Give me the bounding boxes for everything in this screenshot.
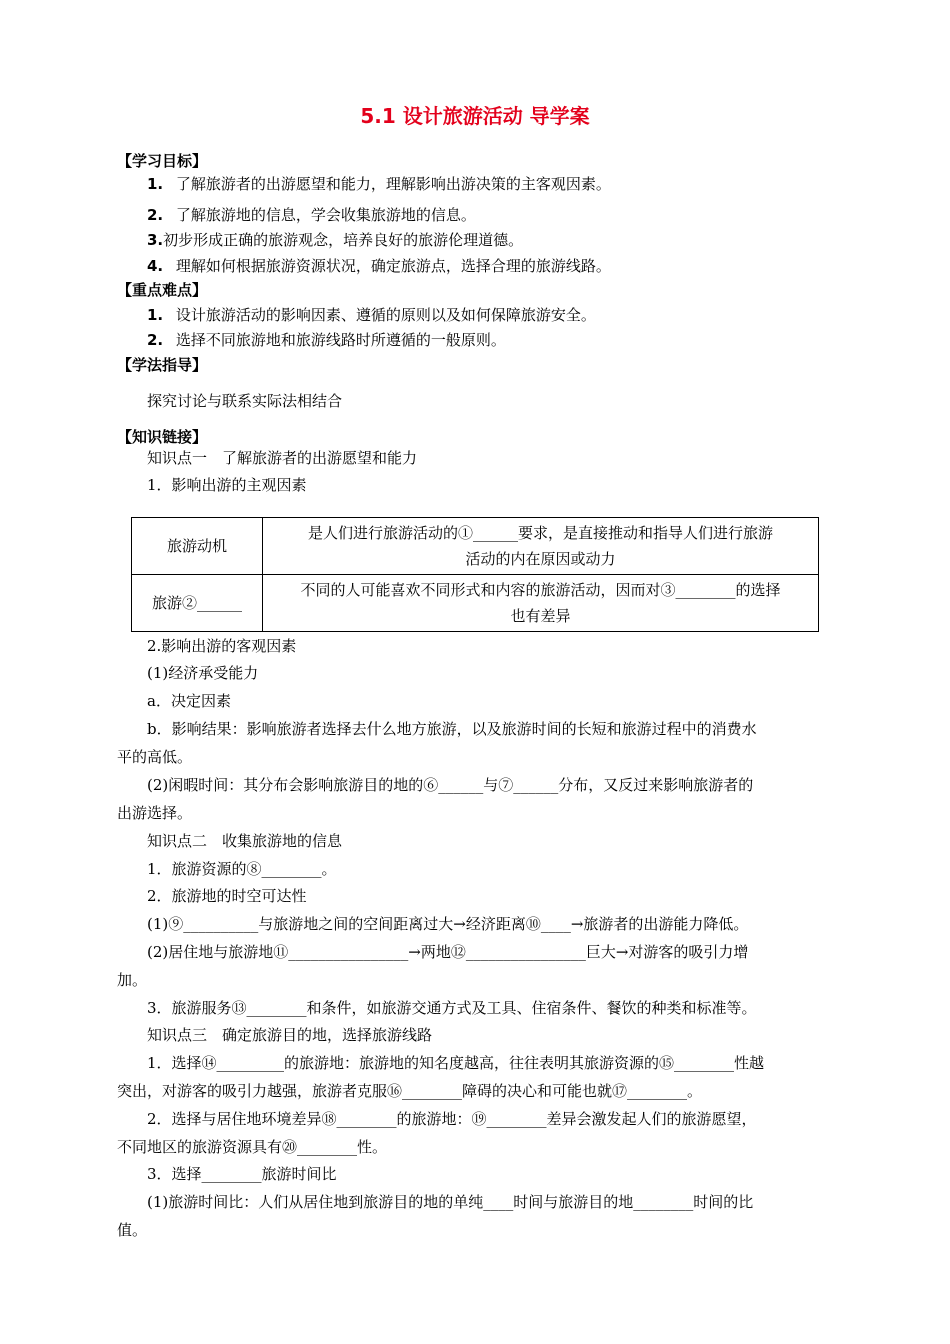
point1-economic: (1)经济承受能力 xyxy=(147,664,259,682)
key-num: 2. xyxy=(147,331,164,349)
table-cell-content xyxy=(263,518,819,575)
key-item-2 xyxy=(147,330,506,350)
point1-leisure-line1: (2)闲暇时间：其分布会影响旅游目的地的⑥______与⑦______分布，又反过来影响旅游者的 xyxy=(147,776,754,794)
goal-item-1 xyxy=(147,174,611,194)
goal-num: 1. xyxy=(147,175,164,193)
method-text: 探究讨论与联系实际法相结合 xyxy=(147,392,343,410)
point2-item2-1: (1)⑨__________与旅游地之间的空间距离过大→经济距离⑩____→旅游者的出游能力降低。 xyxy=(147,915,749,933)
point2-item2-2-line2: 加。 xyxy=(117,971,148,989)
point3-item3-1-line2: 值。 xyxy=(117,1221,148,1239)
point3-item2-line2: 不同地区的旅游资源具有⑳________性。 xyxy=(117,1138,388,1156)
goal-item-2 xyxy=(147,205,476,225)
point2-heading: 知识点二 收集旅游地的信息 xyxy=(147,832,343,850)
table-row xyxy=(132,518,819,575)
links-heading: 【知识链接】 xyxy=(117,428,208,446)
point3-item1-line2: 突出，对游客的吸引力越强，旅游者克服⑯________障碍的决心和可能也就⑰________。 xyxy=(117,1082,703,1100)
goal-item-3 xyxy=(147,230,523,250)
point1-b-line2: 平的高低。 xyxy=(117,748,193,766)
point3-item3-1-line1: (1)旅游时间比：人们从居住地到旅游目的地的单纯____时间与旅游目的地________时间的比 xyxy=(147,1193,754,1211)
key-item-1 xyxy=(147,305,596,325)
table-cell-line: 不同的人可能喜欢不同形式和内容的旅游活动，因而对③________的选择 xyxy=(300,581,781,599)
key-num: 1. xyxy=(147,306,164,324)
point3-item3: 3．选择________旅游时间比 xyxy=(147,1165,337,1183)
goal-num: 4. xyxy=(147,257,164,275)
point1-sub2: 2.影响出游的客观因素 xyxy=(147,637,297,655)
point2-item3: 3．旅游服务⑬________和条件，如旅游交通方式及工具、住宿条件、餐饮的种类和标准等。 xyxy=(147,999,757,1017)
point1-heading: 知识点一 了解旅游者的出游愿望和能力 xyxy=(147,449,418,467)
table-cell-line: 也有差异 xyxy=(510,607,571,625)
goal-num: 3. xyxy=(147,231,164,249)
point2-item2: 2．旅游地的时空可达性 xyxy=(147,887,307,905)
point3-heading: 知识点三 确定旅游目的地，选择旅游线路 xyxy=(147,1026,433,1044)
method-heading: 【学法指导】 xyxy=(117,356,208,374)
point1-b-line1: b．影响结果：影响旅游者选择去什么地方旅游，以及旅游时间的长短和旅游过程中的消费水 xyxy=(147,720,757,738)
goals-heading: 【学习目标】 xyxy=(117,152,208,170)
goal-text: 了解旅游地的信息，学会收集旅游地的信息。 xyxy=(175,206,476,224)
motivation-table xyxy=(131,517,819,632)
point2-item2-2-line1: (2)居住地与旅游地⑪________________→两地⑫________________巨大→对游客的吸引力增 xyxy=(147,943,749,961)
table-cell-label: 旅游动机 xyxy=(132,518,263,575)
table-row xyxy=(132,575,819,632)
goal-item-4 xyxy=(147,256,611,276)
table-cell-line: 是人们进行旅游活动的①______要求，是直接推动和指导人们进行旅游 xyxy=(307,524,773,542)
page-title: 5.1 设计旅游活动 导学案 xyxy=(360,104,590,128)
point3-item2-line1: 2．选择与居住地环境差异⑱________的旅游地：⑲________差异会激发起人们的旅游愿望， xyxy=(147,1110,757,1128)
key-text: 选择不同旅游地和旅游线路时所遵循的一般原则。 xyxy=(175,331,506,349)
table-cell-content xyxy=(263,575,819,632)
key-text: 设计旅游活动的影响因素、遵循的原则以及如何保障旅游安全。 xyxy=(175,306,596,324)
point1-sub1: 1．影响出游的主观因素 xyxy=(147,476,307,494)
goal-num: 2. xyxy=(147,206,164,224)
point2-item1: 1．旅游资源的⑧________。 xyxy=(147,860,337,878)
key-heading: 【重点难点】 xyxy=(117,281,208,299)
goal-text: 理解如何根据旅游资源状况，确定旅游点，选择合理的旅游线路。 xyxy=(175,257,611,275)
point1-leisure-line2: 出游选择。 xyxy=(117,804,193,822)
table-cell-line: 活动的内在原因或动力 xyxy=(465,550,616,568)
table-cell-label: 旅游②______ xyxy=(132,575,263,632)
point3-item1-line1: 1．选择⑭_________的旅游地：旅游地的知名度越高，往往表明其旅游资源的⑮________性越 xyxy=(147,1054,765,1072)
point1-a: a．决定因素 xyxy=(147,692,231,710)
goal-text: 初步形成正确的旅游观念，培养良好的旅游伦理道德。 xyxy=(163,231,524,249)
goal-text: 了解旅游者的出游愿望和能力，理解影响出游决策的主客观因素。 xyxy=(175,175,611,193)
